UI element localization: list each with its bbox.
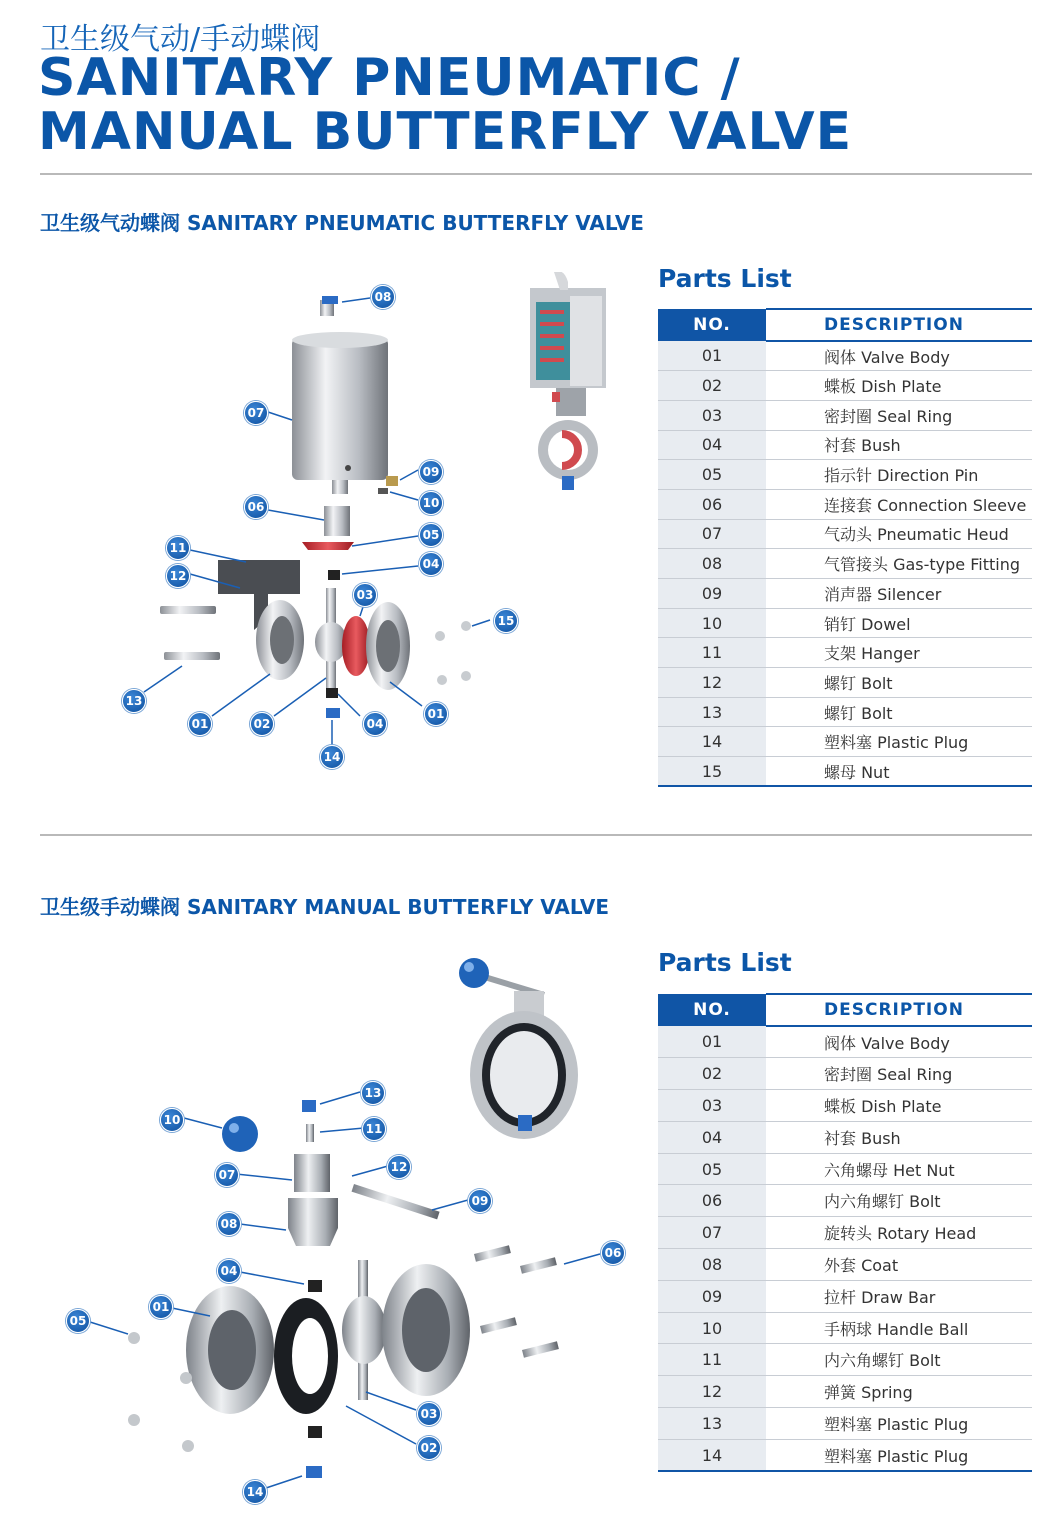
part-number: 09: [658, 1280, 766, 1312]
col-desc-header: DESCRIPTION: [766, 994, 1032, 1026]
title-en-line1: SANITARY PNEUMATIC /: [38, 48, 741, 108]
part-description: 密封圈 Seal Ring: [766, 400, 1032, 430]
part-number: 12: [658, 1376, 766, 1408]
pneumatic-cutaway-illustration: [524, 272, 614, 502]
part-number: 06: [658, 1185, 766, 1217]
pneumatic-exploded-illustration: [120, 270, 530, 770]
callout-07: 07: [244, 401, 268, 425]
part-description: 蝶板 Dish Plate: [766, 1090, 1032, 1122]
part-description: 气动头 Pneumatic Heud: [766, 519, 1032, 549]
table-row: [658, 1249, 1032, 1281]
callout-04: 04: [419, 552, 443, 576]
part-number: 15: [658, 757, 766, 787]
part-number: 07: [658, 519, 766, 549]
part-number: 13: [658, 697, 766, 727]
header-divider: [40, 173, 1032, 175]
part-description: 气管接头 Gas-type Fitting: [766, 549, 1032, 579]
callout-08: 08: [217, 1212, 241, 1236]
part-number: 11: [658, 1344, 766, 1376]
manual-exploded-illustration: [60, 1080, 620, 1510]
part-number: 01: [658, 341, 766, 371]
table-row: [658, 1090, 1032, 1122]
part-description: 消声器 Silencer: [766, 579, 1032, 609]
part-number: 03: [658, 400, 766, 430]
table-row: [658, 549, 1032, 579]
part-description: 阀体 Valve Body: [766, 1026, 1032, 1058]
part-number: 04: [658, 430, 766, 460]
part-description: 衬套 Bush: [766, 430, 1032, 460]
part-number: 08: [658, 1249, 766, 1281]
table-row: [658, 608, 1032, 638]
part-description: 塑料塞 Plastic Plug: [766, 1408, 1032, 1440]
part-description: 螺钉 Bolt: [766, 668, 1032, 698]
part-number: 13: [658, 1408, 766, 1440]
callout-08: 08: [371, 285, 395, 309]
table-row: [658, 1376, 1032, 1408]
table-row: [658, 1058, 1032, 1090]
part-number: 06: [658, 489, 766, 519]
part-number: 04: [658, 1121, 766, 1153]
table-row: [658, 341, 1032, 371]
part-description: 蝶板 Dish Plate: [766, 371, 1032, 401]
part-description: 手柄球 Handle Ball: [766, 1312, 1032, 1344]
part-number: 01: [658, 1026, 766, 1058]
callout-10: 10: [160, 1108, 184, 1132]
callout-06: 06: [601, 1241, 625, 1265]
table-row: [658, 519, 1032, 549]
manual-parts-table: [658, 993, 1032, 1472]
part-description: 衬套 Bush: [766, 1121, 1032, 1153]
callout-09: 09: [468, 1189, 492, 1213]
part-number: 02: [658, 1058, 766, 1090]
col-desc-header: DESCRIPTION: [766, 309, 1032, 341]
part-number: 11: [658, 638, 766, 668]
part-description: 六角螺母 Het Nut: [766, 1153, 1032, 1185]
table-row: [658, 668, 1032, 698]
table-row: [658, 1026, 1032, 1058]
col-no-header: NO.: [658, 309, 766, 341]
part-number: 14: [658, 1439, 766, 1471]
table-row: [658, 1344, 1032, 1376]
part-description: 弹簧 Spring: [766, 1376, 1032, 1408]
table-row: [658, 757, 1032, 787]
pneumatic-section-title: 卫生级气动蝶阀 SANITARY PNEUMATIC BUTTERFLY VALVE: [40, 211, 644, 235]
table-row: [658, 1185, 1032, 1217]
pneumatic-parts-title: Parts List: [658, 264, 792, 293]
callout-14: 14: [320, 745, 344, 769]
part-number: 12: [658, 668, 766, 698]
section-divider: [40, 834, 1032, 836]
part-description: 阀体 Valve Body: [766, 341, 1032, 371]
table-row: [658, 371, 1032, 401]
part-number: 14: [658, 727, 766, 757]
part-number: 02: [658, 371, 766, 401]
callout-10: 10: [419, 491, 443, 515]
callout-04b: 04: [363, 712, 387, 736]
table-row: [658, 638, 1032, 668]
part-description: 塑料塞 Plastic Plug: [766, 1439, 1032, 1471]
part-description: 外套 Coat: [766, 1249, 1032, 1281]
part-number: 05: [658, 460, 766, 490]
table-row: [658, 1280, 1032, 1312]
callout-03: 03: [417, 1402, 441, 1426]
table-row: [658, 727, 1032, 757]
callout-12: 12: [166, 564, 190, 588]
table-row: [658, 489, 1032, 519]
part-description: 密封圈 Seal Ring: [766, 1058, 1032, 1090]
table-row: [658, 1408, 1032, 1440]
callout-07: 07: [215, 1163, 239, 1187]
callout-04: 04: [217, 1259, 241, 1283]
part-description: 销钉 Dowel: [766, 608, 1032, 638]
part-number: 03: [658, 1090, 766, 1122]
callout-13: 13: [122, 689, 146, 713]
callout-13: 13: [361, 1081, 385, 1105]
table-row: [658, 400, 1032, 430]
table-row: [658, 1217, 1032, 1249]
part-number: 07: [658, 1217, 766, 1249]
table-row: [658, 460, 1032, 490]
callout-01: 01: [149, 1295, 173, 1319]
manual-parts-title: Parts List: [658, 948, 792, 977]
title-en-line2: MANUAL BUTTERFLY VALVE: [38, 102, 853, 162]
callout-02: 02: [417, 1436, 441, 1460]
table-row: [658, 697, 1032, 727]
callout-01b: 01: [424, 702, 448, 726]
title-cn: 卫生级气动/手动蝶阀: [40, 22, 321, 57]
table-row: [658, 1121, 1032, 1153]
callout-05: 05: [66, 1309, 90, 1333]
pneumatic-parts-table: [658, 308, 1032, 787]
part-description: 塑料塞 Plastic Plug: [766, 727, 1032, 757]
table-row: [658, 1153, 1032, 1185]
part-description: 内六角螺钉 Bolt: [766, 1185, 1032, 1217]
part-number: 10: [658, 608, 766, 638]
callout-12: 12: [387, 1155, 411, 1179]
callout-03: 03: [353, 583, 377, 607]
part-description: 内六角螺钉 Bolt: [766, 1344, 1032, 1376]
callout-11: 11: [166, 536, 190, 560]
table-row: [658, 1312, 1032, 1344]
part-description: 指示针 Direction Pin: [766, 460, 1032, 490]
callout-15: 15: [494, 609, 518, 633]
part-description: 连接套 Connection Sleeve: [766, 489, 1032, 519]
part-description: 支架 Hanger: [766, 638, 1032, 668]
part-description: 旋转头 Rotary Head: [766, 1217, 1032, 1249]
part-number: 08: [658, 549, 766, 579]
callout-02: 02: [250, 712, 274, 736]
part-description: 螺钉 Bolt: [766, 697, 1032, 727]
part-number: 09: [658, 579, 766, 609]
col-no-header: NO.: [658, 994, 766, 1026]
table-row: [658, 430, 1032, 460]
part-number: 10: [658, 1312, 766, 1344]
callout-06: 06: [244, 495, 268, 519]
table-row: [658, 1439, 1032, 1471]
callout-05: 05: [419, 523, 443, 547]
callout-09: 09: [419, 460, 443, 484]
part-description: 螺母 Nut: [766, 757, 1032, 787]
part-description: 拉杆 Draw Bar: [766, 1280, 1032, 1312]
callout-14: 14: [243, 1480, 267, 1504]
callout-01: 01: [188, 712, 212, 736]
callout-11: 11: [362, 1117, 386, 1141]
manual-section-title: 卫生级手动蝶阀 SANITARY MANUAL BUTTERFLY VALVE: [40, 895, 610, 919]
part-number: 05: [658, 1153, 766, 1185]
table-row: [658, 579, 1032, 609]
